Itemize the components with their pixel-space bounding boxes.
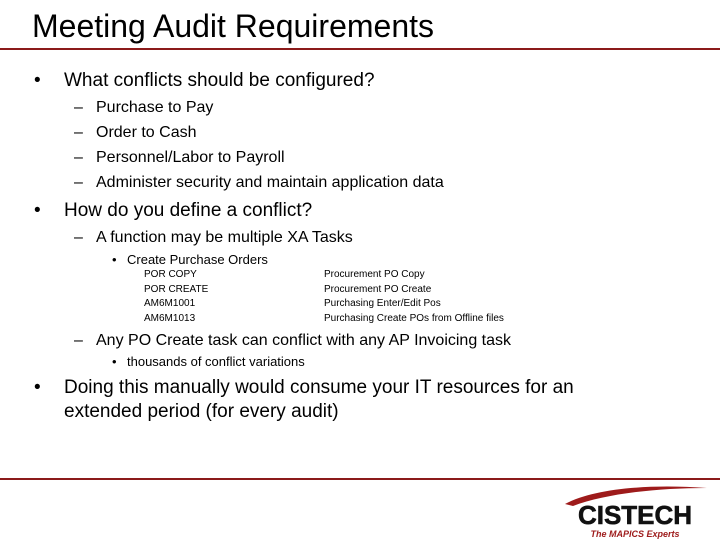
slide-title: Meeting Audit Requirements bbox=[32, 8, 434, 44]
task-code: AM6M1013 bbox=[144, 312, 196, 324]
subitem-multiple-xa-tasks: A function may be multiple XA Tasks bbox=[96, 229, 353, 246]
logo-tagline: The MAPICS Experts bbox=[590, 529, 680, 539]
task-description: Procurement PO Copy bbox=[324, 269, 425, 280]
subitem-thousands-variations: thousands of conflict variations bbox=[127, 354, 305, 369]
subitem-po-create-conflict: Any PO Create task can conflict with any AP Invoicing task bbox=[96, 332, 512, 349]
dash-marker: – bbox=[74, 174, 83, 191]
bullet-manual-line-1: Doing this manually would consume your IT resources for an bbox=[64, 377, 574, 398]
bullet-marker: • bbox=[112, 354, 117, 369]
bullet-conflicts-configured: What conflicts should be configured? bbox=[64, 70, 375, 91]
bullet-manual-line-2: extended period (for every audit) bbox=[64, 401, 339, 422]
subitem-create-purchase-orders: Create Purchase Orders bbox=[127, 252, 268, 267]
logo-wordmark: CISTECH bbox=[577, 500, 693, 530]
task-description: Procurement PO Create bbox=[324, 283, 432, 295]
dash-marker: – bbox=[74, 99, 83, 116]
subitem-administer-security: Administer security and maintain application data bbox=[96, 174, 444, 191]
task-description: Purchasing Create POs from Offline files bbox=[324, 312, 504, 324]
subitem-purchase-to-pay: Purchase to Pay bbox=[96, 99, 214, 116]
subitem-order-to-cash: Order to Cash bbox=[96, 124, 197, 141]
bullet-define-conflict: How do you define a conflict? bbox=[64, 200, 313, 221]
task-code: AM6M1001 bbox=[144, 298, 196, 309]
cistech-logo bbox=[555, 482, 715, 540]
dash-marker: – bbox=[74, 149, 83, 166]
bullet-marker: • bbox=[34, 200, 41, 221]
bullet-marker: • bbox=[34, 70, 41, 91]
task-code: POR CREATE bbox=[144, 283, 209, 295]
task-description: Purchasing Enter/Edit Pos bbox=[324, 298, 441, 309]
footer-divider bbox=[0, 478, 720, 480]
task-code: POR COPY bbox=[144, 269, 197, 280]
bullet-marker: • bbox=[34, 377, 41, 398]
bullet-marker: • bbox=[112, 252, 117, 267]
dash-marker: – bbox=[74, 124, 83, 141]
subitem-personnel-payroll: Personnel/Labor to Payroll bbox=[96, 149, 285, 166]
title-divider bbox=[0, 48, 720, 50]
dash-marker: – bbox=[74, 229, 83, 246]
dash-marker: – bbox=[74, 332, 83, 349]
